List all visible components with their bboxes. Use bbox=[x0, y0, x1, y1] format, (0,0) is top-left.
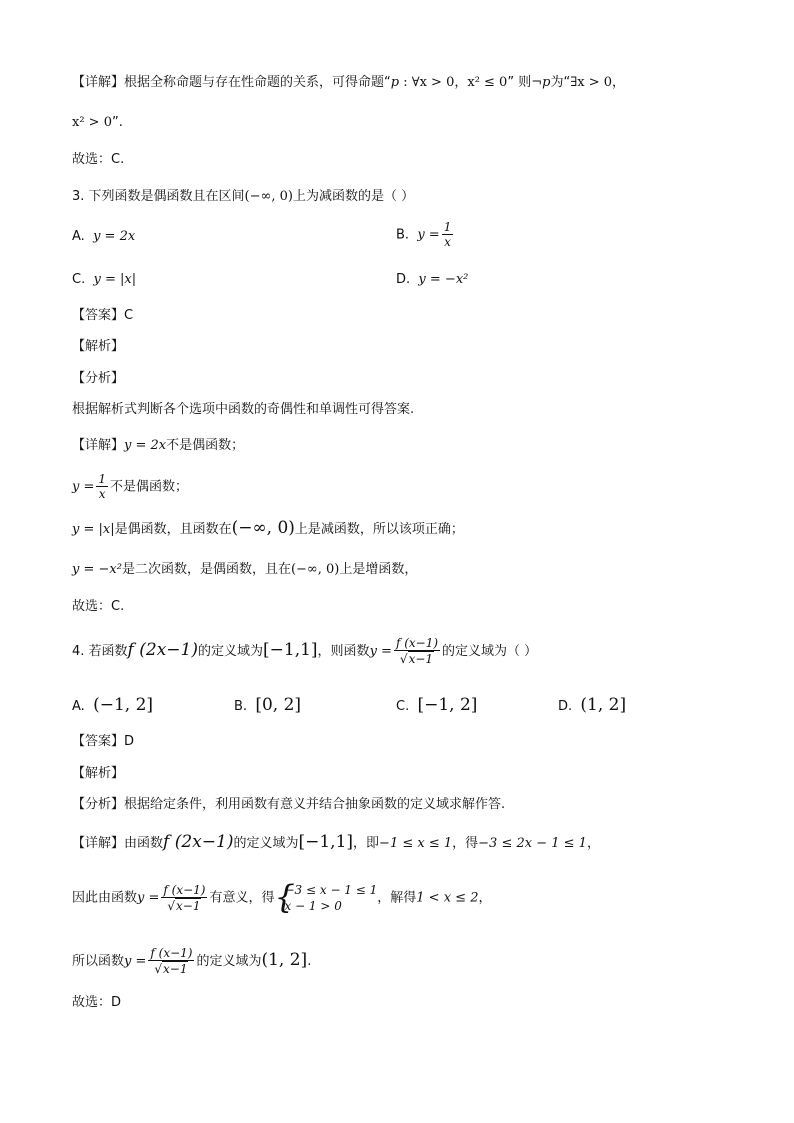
q4-answer bbox=[72, 733, 134, 751]
math-expr: y = −x² bbox=[72, 562, 122, 577]
option-expr: y = 2x bbox=[93, 229, 136, 244]
detail-text: 的定义域为 bbox=[233, 836, 299, 851]
q3-option-d bbox=[396, 271, 468, 289]
math-interval: (−∞, 0) bbox=[290, 562, 340, 577]
math-expr: y = |x| bbox=[72, 522, 115, 537]
detail-end: ”. bbox=[111, 115, 123, 130]
option-expr: y = bbox=[417, 227, 440, 243]
separator: ， bbox=[612, 75, 626, 90]
system-row: −3 ≤ x − 1 ≤ 1 bbox=[284, 883, 378, 897]
radicand: x−1 bbox=[163, 962, 188, 976]
q3-analysis-text: 根据解析式判断各个选项中函数的奇偶性和单调性可得答案. bbox=[72, 402, 415, 417]
math-expr: y = bbox=[137, 890, 160, 906]
option-expr: [0, 2] bbox=[255, 695, 302, 715]
q2-choose: 故选：C. bbox=[72, 152, 125, 167]
detail-text: 上是减函数，所以该项正确； bbox=[294, 522, 464, 537]
fraction bbox=[394, 636, 440, 667]
detail-label: 【详解】 bbox=[72, 75, 125, 90]
fraction-num: f (x−1) bbox=[163, 882, 206, 897]
analysis-text: 根据给定条件，利用函数有意义并结合抽象函数的定义域求解作答. bbox=[124, 797, 506, 812]
detail-text: 有意义，得 bbox=[209, 890, 275, 906]
fraction bbox=[96, 472, 108, 502]
math-cond2: x² ≤ 0 bbox=[467, 75, 508, 90]
option-expr: [−1, 2] bbox=[417, 695, 478, 715]
detail-text: 是二次函数，是偶函数，且在 bbox=[121, 562, 291, 577]
fraction-num: f (x−1) bbox=[395, 636, 439, 650]
detail-text: 因此由函数 bbox=[72, 890, 138, 906]
answer-label: 【答案】 bbox=[72, 734, 125, 749]
q2-detail-line1 bbox=[72, 74, 625, 92]
option-label: A. bbox=[72, 229, 85, 244]
fraction-den: √x−1 bbox=[394, 650, 440, 667]
math-expr: y = 2x bbox=[124, 438, 167, 453]
detail-end: . bbox=[307, 954, 312, 969]
q4-option-d bbox=[558, 696, 626, 716]
stem-text: 3. 下列函数是偶函数且在区间 bbox=[72, 189, 245, 204]
option-label: A. bbox=[72, 699, 85, 714]
q3-detail-2 bbox=[72, 472, 188, 502]
q3-option-b bbox=[396, 220, 455, 250]
detail-text: ，即 bbox=[353, 836, 380, 851]
fraction-num: 1 bbox=[98, 472, 107, 486]
math-not-p: ¬p bbox=[531, 75, 551, 90]
answer-value: C bbox=[124, 308, 134, 323]
math-ineq: −3 ≤ 2x − 1 ≤ 1 bbox=[478, 836, 587, 851]
q3-detail-3 bbox=[72, 519, 464, 539]
detail-wei: 为“ bbox=[550, 75, 571, 90]
math-interval: (−∞, 0) bbox=[244, 189, 293, 204]
detail-text: ，解得 bbox=[377, 890, 417, 906]
math-func: f (2x−1) bbox=[127, 640, 198, 660]
detail-text: 上是增函数， bbox=[339, 562, 418, 577]
q3-stem bbox=[72, 188, 414, 206]
q2-detail-line2 bbox=[72, 114, 123, 132]
math-exist: ∃x > 0 bbox=[570, 75, 612, 90]
option-label: B. bbox=[234, 699, 248, 714]
q3-detail-4 bbox=[72, 561, 417, 579]
q4-analysis-text bbox=[72, 796, 505, 814]
fraction-den: √x−1 bbox=[148, 960, 194, 977]
q4-detail-2 bbox=[72, 878, 492, 916]
math-domain: [−1,1] bbox=[263, 640, 318, 660]
q3-analysis-label: 【解析】 bbox=[72, 339, 125, 354]
fraction-den: x bbox=[442, 234, 454, 250]
q3-answer bbox=[72, 307, 133, 325]
detail-text: ，得 bbox=[452, 836, 479, 851]
math-expr: y = bbox=[72, 479, 95, 495]
q3-detail-1 bbox=[72, 437, 244, 455]
q4-detail-1 bbox=[72, 833, 600, 853]
fraction-den: √x−1 bbox=[161, 897, 207, 914]
detail-text: 是偶函数，且函数在 bbox=[114, 522, 232, 537]
separator: ， bbox=[454, 75, 468, 90]
detail-text: ， bbox=[586, 836, 600, 851]
math-interval: (−∞, 0) bbox=[231, 518, 295, 538]
fraction bbox=[148, 946, 194, 977]
math-result: x² > 0 bbox=[72, 115, 112, 130]
q3-option-c bbox=[72, 271, 136, 289]
option-label: C. bbox=[72, 272, 86, 287]
math-result: 1 < x ≤ 2 bbox=[416, 890, 479, 906]
fraction-num: 1 bbox=[443, 220, 452, 234]
option-label: D. bbox=[396, 272, 411, 287]
stem-text: 的定义域为 bbox=[197, 644, 263, 659]
q3-analysis2-label: 【分析】 bbox=[72, 371, 125, 386]
math-cond1: : ∀x > 0 bbox=[399, 75, 455, 90]
answer-value: D bbox=[124, 734, 135, 749]
answer-label: 【答案】 bbox=[72, 308, 125, 323]
math-result: (1, 2] bbox=[261, 950, 308, 970]
fraction-num: f (x−1) bbox=[150, 946, 193, 960]
option-label: B. bbox=[396, 227, 410, 243]
q4-stem bbox=[72, 636, 537, 667]
detail-text: 所以函数 bbox=[72, 954, 125, 969]
math-ineq: −1 ≤ x ≤ 1 bbox=[379, 836, 453, 851]
system-row: x − 1 > 0 bbox=[284, 899, 342, 913]
q3-choose: 故选：C. bbox=[72, 599, 125, 614]
detail-text: 由函数 bbox=[124, 836, 164, 851]
radicand: x−1 bbox=[408, 652, 434, 666]
math-expr: y = bbox=[369, 644, 392, 659]
detail-mid: ” 则 bbox=[507, 75, 532, 90]
detail-text: 不是偶函数； bbox=[166, 438, 245, 453]
fraction bbox=[161, 883, 207, 914]
q4-choose: 故选：D bbox=[72, 995, 122, 1010]
option-expr: y = |x| bbox=[93, 272, 137, 287]
option-expr: (1, 2] bbox=[580, 695, 627, 715]
stem-text: ，则函数 bbox=[317, 644, 370, 659]
stem-text-end: 的定义域为（ ） bbox=[442, 644, 538, 659]
detail-text: ， bbox=[478, 890, 492, 906]
math-p: p bbox=[390, 75, 400, 90]
q4-option-a bbox=[72, 696, 153, 716]
fraction-den: x bbox=[96, 486, 108, 502]
analysis-label: 【分析】 bbox=[72, 797, 125, 812]
math-domain: [−1,1] bbox=[298, 832, 354, 852]
q4-option-c bbox=[396, 696, 477, 716]
option-expr: y = −x² bbox=[418, 272, 469, 287]
option-label: C. bbox=[396, 699, 410, 714]
q3-option-a bbox=[72, 228, 135, 246]
option-label: D. bbox=[558, 699, 573, 714]
detail-text: 不是偶函数； bbox=[110, 479, 189, 495]
stem-text: 4. 若函数 bbox=[72, 644, 128, 659]
radicand: x−1 bbox=[176, 898, 201, 913]
q4-analysis-label: 【解析】 bbox=[72, 766, 125, 781]
fraction bbox=[442, 220, 454, 250]
stem-text-end: 上为减函数的是（ ） bbox=[292, 189, 415, 204]
detail-label: 【详解】 bbox=[72, 438, 125, 453]
detail-label: 【详解】 bbox=[72, 836, 125, 851]
math-expr: y = bbox=[124, 954, 147, 969]
detail-text: 根据全称命题与存在性命题的关系，可得命题“ bbox=[124, 75, 391, 90]
q4-detail-3 bbox=[72, 946, 311, 977]
q4-option-b bbox=[234, 696, 301, 716]
detail-text: 的定义域为 bbox=[196, 954, 262, 969]
inequality-system: { −3 ≤ x − 1 ≤ 1 x − 1 > 0 bbox=[274, 878, 378, 916]
option-expr: (−1, 2] bbox=[93, 695, 154, 715]
math-func: f (2x−1) bbox=[163, 832, 234, 852]
